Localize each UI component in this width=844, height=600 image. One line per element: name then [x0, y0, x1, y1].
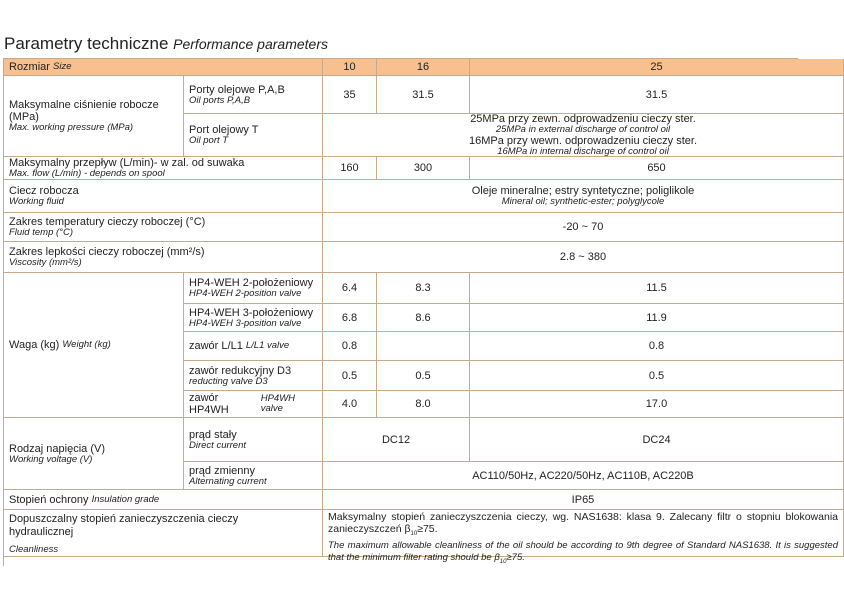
port-t-v1-pl: 25MPa przy zewn. odprowadzeniu cieczy ster. [470, 113, 696, 125]
flow-label-pl: Maksymalny przepływ (L/min)- w zal. od suwaka [9, 157, 245, 169]
weight-row-en: HP4-WEH 3-position valve [189, 317, 302, 329]
header-size-en: Size [53, 61, 72, 72]
port-t-v2-pl: 16MPa przy wewn. odprowadzeniu cieczy ster. [468, 135, 698, 147]
insulation-value: IP65 [323, 490, 844, 510]
weight-row-label [184, 304, 323, 332]
weight-row-pl: zawór HP4WH [189, 392, 229, 416]
cleanliness-label-pl: Dopuszczalny stopień zanieczyszczenia cieczy hydraulicznej [9, 513, 239, 538]
header-size-label [4, 59, 323, 76]
weight-row-label [184, 332, 323, 361]
weight-value-16: 0.5 [377, 361, 470, 391]
ports-pab-label [184, 76, 323, 114]
flow-label-en: Max. flow (L/min) - depends on spool [9, 168, 165, 179]
voltage-ac-en: Alternating current [189, 475, 267, 487]
flow-label [4, 157, 323, 180]
weight-value-10: 4.0 [323, 391, 377, 418]
pressure-label-pl: Maksymalne ciśnienie robocze (MPa) [9, 99, 159, 123]
weight-row-pl: zawór redukcyjny D3 [189, 364, 292, 377]
voltage-label-pl: Rodzaj napięcia (V) [9, 442, 105, 455]
weight-row-label [184, 391, 323, 418]
weight-row-pl: HP4-WEH 2-położeniowy [189, 277, 314, 289]
voltage-label [4, 418, 184, 490]
fluid-value-pl: Oleje mineralne; estry syntetyczne; poliglikole [471, 185, 695, 197]
cleanliness-en-text: The maximum allowable cleanliness of the oil should be according to 9th degree of Standard NAS1638. It is suggested that the minimum filter rating should be β [328, 540, 838, 563]
voltage-label-en: Working voltage (V) [9, 453, 93, 465]
weight-row-en: reducting valve D3 [189, 375, 268, 387]
voltage-dc-pl: prąd stały [189, 428, 237, 441]
port-t-values [323, 114, 844, 157]
weight-value-16: 8.0 [377, 391, 470, 418]
viscosity-label-pl: Zakres lepkości cieczy roboczej (mm²/s) [9, 246, 205, 258]
beta-subscript: 10 [410, 531, 418, 538]
voltage-ac-label [184, 462, 323, 490]
parameters-table [3, 58, 838, 566]
weight-row-label [184, 273, 323, 304]
weight-value-10: 6.4 [323, 273, 377, 304]
cleanliness-en [328, 540, 838, 568]
cleanliness-pl [328, 511, 838, 540]
beta-subscript: 10 [499, 558, 507, 565]
temp-value: -20 ~ 70 [323, 213, 844, 242]
fluid-value-en: Mineral oil; synthetic-ester; polyglycole [501, 196, 665, 207]
port-t-v2-en: 16MPa in internal discharge of control oil [497, 146, 669, 157]
cleanliness-pl-text: Maksymalny stopień zanieczyszczenia cieczy, wg. NAS1638: klasa 9. Zalecany filtr o stopniu blokowania zanieczyszczeń β [328, 511, 838, 535]
insulation-label [4, 490, 323, 510]
port-t-pl: Port olejowy T [189, 124, 259, 136]
fluid-label-pl: Ciecz robocza [9, 185, 79, 197]
weight-value-25: 11.5 [470, 273, 844, 304]
weight-value-16 [377, 332, 470, 361]
ports-pab-10: 35 [323, 76, 377, 114]
temp-label-pl: Zakres temperatury cieczy roboczej (°C) [9, 216, 206, 228]
weight-value-25: 17.0 [470, 391, 844, 418]
cleanliness-pl-end: ≥75. [417, 523, 438, 535]
weight-value-10: 0.8 [323, 332, 377, 361]
weight-label-pl: Waga (kg) [9, 339, 60, 351]
weight-row-pl: zawór L/L1 [189, 340, 243, 352]
cleanliness-value [323, 510, 844, 565]
title-pl: Parametry techniczne [4, 34, 169, 53]
weight-value-16: 8.3 [377, 273, 470, 304]
insulation-label-pl: Stopień ochrony [9, 493, 89, 506]
insulation-label-en: Insulation grade [91, 493, 160, 505]
weight-row-en: L/L1 valve [245, 340, 290, 351]
weight-value-10: 6.8 [323, 304, 377, 332]
viscosity-label-en: Viscosity (mm²/s) [9, 257, 82, 268]
port-t-en: Oil port T [189, 135, 229, 146]
header-size-pl: Rozmiar [9, 61, 50, 73]
cleanliness-en-end: ≥75. [506, 551, 525, 563]
port-t-v1-en: 25MPa in external discharge of control oil [495, 124, 671, 135]
weight-row-label [184, 361, 323, 391]
weight-row-en: HP4-WEH 2-position valve [189, 288, 302, 299]
voltage-ac-pl: prąd zmienny [189, 464, 256, 477]
ports-pab-16: 31.5 [377, 76, 470, 114]
flow-16: 300 [377, 157, 470, 180]
title-en: Performance parameters [173, 36, 328, 52]
flow-25: 650 [470, 157, 844, 180]
weight-value-16: 8.6 [377, 304, 470, 332]
weight-label [4, 273, 184, 418]
voltage-dc24: DC24 [470, 418, 844, 462]
flow-10: 160 [323, 157, 377, 180]
ports-pab-pl: Porty olejowe P,A,B [189, 83, 285, 96]
pressure-label [4, 76, 184, 157]
weight-value-25: 11.9 [470, 304, 844, 332]
ports-pab-25: 31.5 [470, 76, 844, 114]
weight-row-en: HP4WH valve [260, 393, 296, 414]
weight-value-10: 0.5 [323, 361, 377, 391]
fluid-label [4, 180, 323, 213]
temp-label [4, 213, 323, 242]
weight-value-25: 0.5 [470, 361, 844, 391]
voltage-dc12: DC12 [323, 418, 470, 462]
port-t-label [184, 114, 323, 157]
viscosity-label [4, 242, 323, 273]
cleanliness-label [4, 510, 323, 557]
weight-label-en: Weight (kg) [62, 339, 111, 350]
voltage-dc-en: Direct current [189, 439, 247, 451]
voltage-ac-value: AC110/50Hz, AC220/50Hz, AC110B, AC220B [323, 462, 844, 490]
fluid-value [323, 180, 844, 213]
page-title [4, 34, 328, 54]
weight-value-25: 0.8 [470, 332, 844, 361]
weight-row-pl: HP4-WEH 3-położeniowy [189, 306, 314, 319]
viscosity-value: 2.8 ~ 380 [323, 242, 844, 273]
header-size-25: 25 [470, 59, 844, 76]
header-size-10: 10 [323, 59, 377, 76]
temp-label-en: Fluid temp (°C) [9, 227, 73, 238]
header-size-16: 16 [377, 59, 470, 76]
ports-pab-en: Oil ports P,A,B [189, 94, 251, 106]
fluid-label-en: Working fluid [9, 196, 64, 207]
pressure-label-en: Max. working pressure (MPa) [9, 122, 134, 133]
cleanliness-label-en: Cleanliness [9, 544, 59, 555]
voltage-dc-label [184, 418, 323, 462]
